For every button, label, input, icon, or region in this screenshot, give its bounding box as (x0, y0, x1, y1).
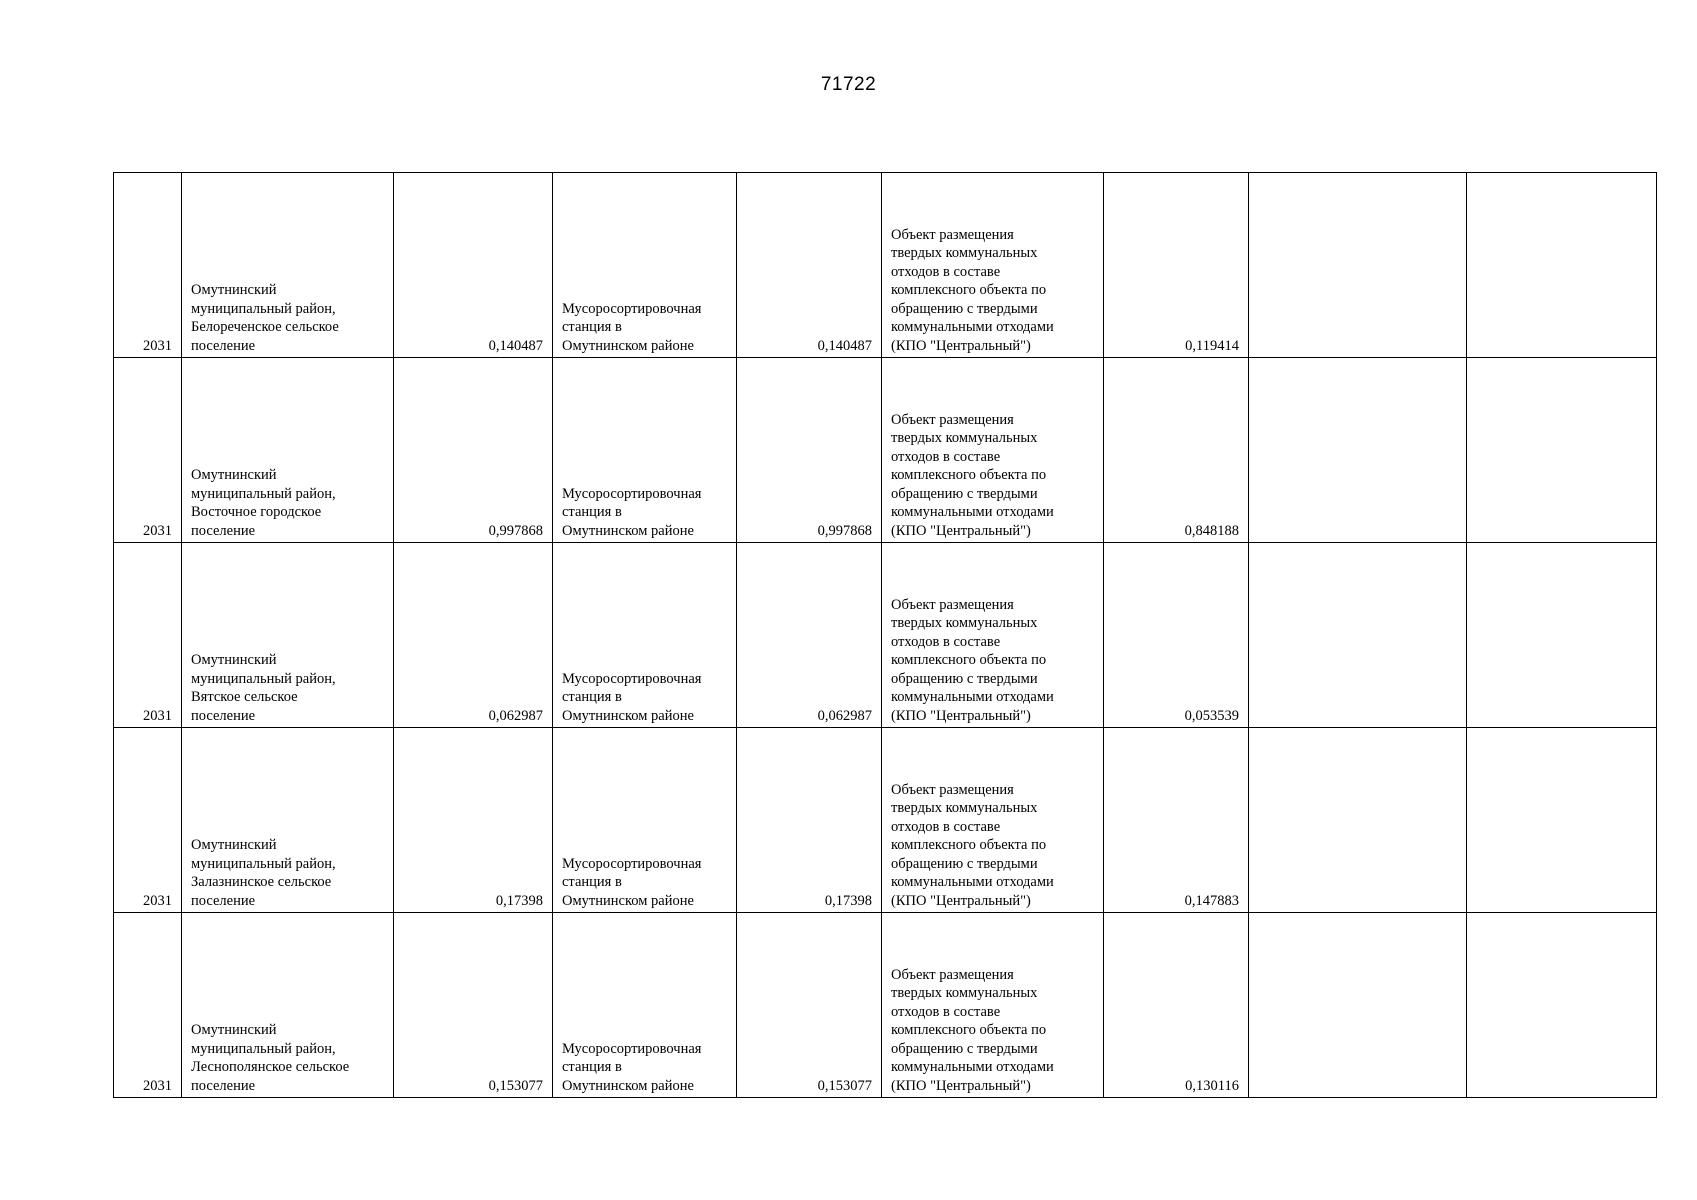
table-row (114, 913, 1657, 1098)
municipality-cell: Омутнинский муниципальный район, Белореченское сельское поселение (182, 173, 394, 358)
year-cell: 2031 (114, 728, 182, 913)
empty-cell (1249, 173, 1467, 358)
amount-cell: 0,147883 (1104, 728, 1249, 913)
station-cell: Мусоросортировочная станция в Омутнинском районе (553, 173, 737, 358)
amount-cell: 0,140487 (737, 173, 882, 358)
facility-cell: Объект размещения твердых коммунальных отходов в составе комплексного объекта по обращению с твердыми коммунальными отходами (КПО "Центральный") (882, 913, 1104, 1098)
table-row (114, 173, 1657, 358)
table-row (114, 358, 1657, 543)
station-cell: Мусоросортировочная станция в Омутнинском районе (553, 358, 737, 543)
amount-cell: 0,17398 (394, 728, 553, 913)
empty-cell (1467, 913, 1657, 1098)
amount-cell: 0,153077 (737, 913, 882, 1098)
year-cell: 2031 (114, 358, 182, 543)
municipality-cell: Омутнинский муниципальный район, Вятское сельское поселение (182, 543, 394, 728)
amount-cell: 0,053539 (1104, 543, 1249, 728)
year-cell: 2031 (114, 913, 182, 1098)
amount-cell: 0,153077 (394, 913, 553, 1098)
empty-cell (1467, 728, 1657, 913)
empty-cell (1249, 913, 1467, 1098)
year-cell: 2031 (114, 173, 182, 358)
amount-cell: 0,130116 (1104, 913, 1249, 1098)
municipality-cell: Омутнинский муниципальный район, Залазнинское сельское поселение (182, 728, 394, 913)
station-cell: Мусоросортировочная станция в Омутнинском районе (553, 543, 737, 728)
amount-cell: 0,062987 (394, 543, 553, 728)
amount-cell: 0,140487 (394, 173, 553, 358)
empty-cell (1467, 358, 1657, 543)
page-number: 71722 (820, 74, 877, 95)
municipality-cell: Омутнинский муниципальный район, Восточное городское поселение (182, 358, 394, 543)
empty-cell (1467, 173, 1657, 358)
year-cell: 2031 (114, 543, 182, 728)
empty-cell (1249, 543, 1467, 728)
table-row (114, 543, 1657, 728)
amount-cell: 0,062987 (737, 543, 882, 728)
municipality-cell: Омутнинский муниципальный район, Леснополянское сельское поселение (182, 913, 394, 1098)
amount-cell: 0,17398 (737, 728, 882, 913)
facility-cell: Объект размещения твердых коммунальных отходов в составе комплексного объекта по обращению с твердыми коммунальными отходами (КПО "Центральный") (882, 543, 1104, 728)
empty-cell (1467, 543, 1657, 728)
facility-cell: Объект размещения твердых коммунальных отходов в составе комплексного объекта по обращению с твердыми коммунальными отходами (КПО "Центральный") (882, 728, 1104, 913)
facility-cell: Объект размещения твердых коммунальных отходов в составе комплексного объекта по обращению с твердыми коммунальными отходами (КПО "Центральный") (882, 173, 1104, 358)
station-cell: Мусоросортировочная станция в Омутнинском районе (553, 728, 737, 913)
amount-cell: 0,119414 (1104, 173, 1249, 358)
empty-cell (1249, 728, 1467, 913)
waste-flow-table (113, 172, 1657, 1098)
facility-cell: Объект размещения твердых коммунальных отходов в составе комплексного объекта по обращению с твердыми коммунальными отходами (КПО "Центральный") (882, 358, 1104, 543)
amount-cell: 0,848188 (1104, 358, 1249, 543)
table-row (114, 728, 1657, 913)
amount-cell: 0,997868 (394, 358, 553, 543)
amount-cell: 0,997868 (737, 358, 882, 543)
empty-cell (1249, 358, 1467, 543)
station-cell: Мусоросортировочная станция в Омутнинском районе (553, 913, 737, 1098)
